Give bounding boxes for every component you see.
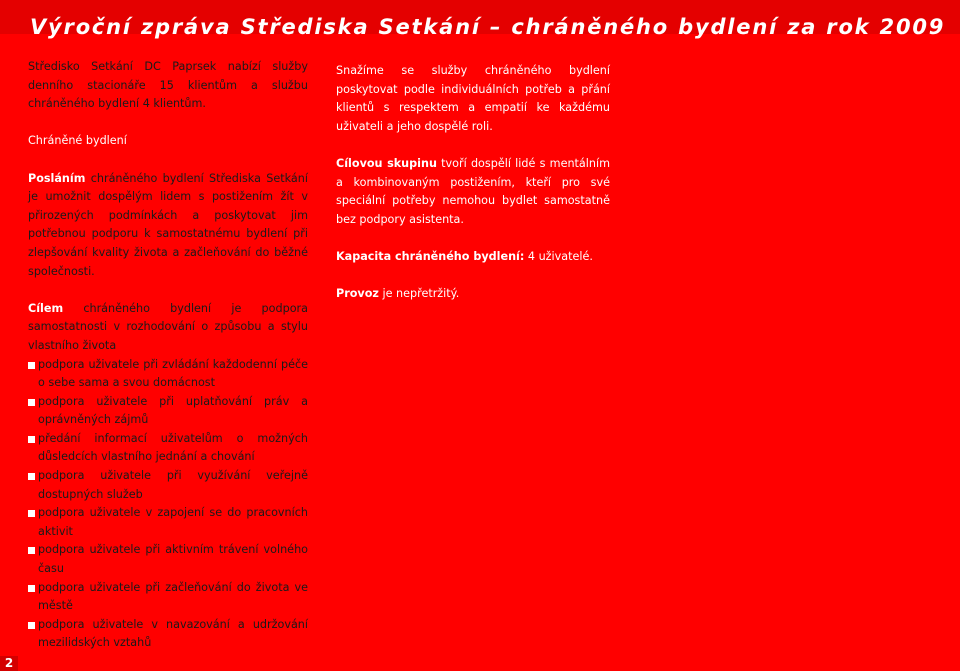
square-bullet-icon (28, 585, 35, 592)
capacity-paragraph (336, 248, 610, 267)
mission-paragraph (28, 170, 308, 282)
operation-text: je nepřetržitý. (378, 287, 460, 301)
goal-item-text: podpora uživatele při zvládání každodenní péče o sebe sama a svou domácnost (38, 357, 308, 390)
goal-item-text: podpora uživatele v zapojení se do pracovních aktivit (38, 506, 308, 538)
target-group-label: Cílovou skupinu (336, 156, 437, 170)
goal-item-text: předání informací uživatelům o možných důsledcích vlastního jednání a chování (38, 431, 308, 464)
square-bullet-icon (28, 436, 35, 443)
page-number: 2 (0, 656, 18, 671)
square-bullet-icon (28, 622, 35, 629)
goal-list-item (28, 579, 308, 616)
section-subheading: Chráněné bydlení (28, 134, 127, 148)
goal-list-item (28, 504, 308, 541)
square-bullet-icon (28, 399, 35, 406)
title-bar (0, 0, 960, 40)
goal-list (28, 356, 308, 654)
target-group-text: tvoří dospělí lidé s mentálním a kombinovaným postižením, kteří pro své speciální potřeby nemohou bydlet samostatně bez podpory asistenta. (336, 156, 610, 226)
square-bullet-icon (28, 510, 35, 517)
goal-list-item (28, 616, 308, 653)
goal-list-item (28, 430, 308, 467)
mission-label: Posláním (28, 171, 86, 185)
capacity-text: 4 uživatelé. (524, 249, 593, 263)
left-column (28, 58, 308, 653)
goal-list-item (28, 541, 308, 578)
goal-item-text: podpora uživatele při začleňování do života ve městě (38, 580, 308, 613)
capacity-label: Kapacita chráněného bydlení: (336, 249, 525, 263)
operation-paragraph (336, 285, 610, 304)
square-bullet-icon (28, 547, 35, 554)
target-group-paragraph (336, 155, 610, 229)
goal-text: chráněného bydlení je podpora samostatnosti v rozhodování o způsobu a stylu vlastního života (28, 301, 308, 352)
goal-item-text: podpora uživatele při aktivním trávení volného času (38, 543, 308, 576)
goal-item-text: podpora uživatele při uplatňování práv a oprávněných zájmů (38, 394, 308, 427)
goal-list-item (28, 467, 308, 504)
mission-text: chráněného bydlení Střediska Setkání je umožnit dospělým lidem s postižením žít v přirozených podmínkách a poskytovat jim potřebnou podporu k samostatnému bydlení při zlepšování kvality života a začleňování do běžné společnosti. (28, 171, 308, 278)
goal-label: Cílem (28, 301, 64, 315)
page-title: Výroční zpráva Střediska Setkání – chráněného bydlení za rok 2009 (30, 15, 946, 40)
operation-label: Provoz (336, 287, 379, 301)
intro-paragraph: Středisko Setkání DC Paprsek nabízí služby denního stacionáře 15 klientům a službu chráněného bydlení 4 klientům. (28, 60, 308, 111)
goal-item-text: podpora uživatele v navazování a udržování mezilidských vztahů (38, 617, 308, 650)
goal-item-text: podpora uživatele při využívání veřejně dostupných služeb (38, 469, 308, 501)
goal-paragraph (28, 300, 308, 356)
right-column (336, 62, 610, 304)
square-bullet-icon (28, 473, 35, 480)
square-bullet-icon (28, 362, 35, 369)
goal-list-item (28, 393, 308, 430)
approach-paragraph: Snažíme se služby chráněného bydlení poskytovat podle individuálních potřeb a přání klientů s respektem a empatií ke každému uživateli a jeho dospělé roli. (336, 64, 610, 133)
goal-list-item (28, 356, 308, 393)
